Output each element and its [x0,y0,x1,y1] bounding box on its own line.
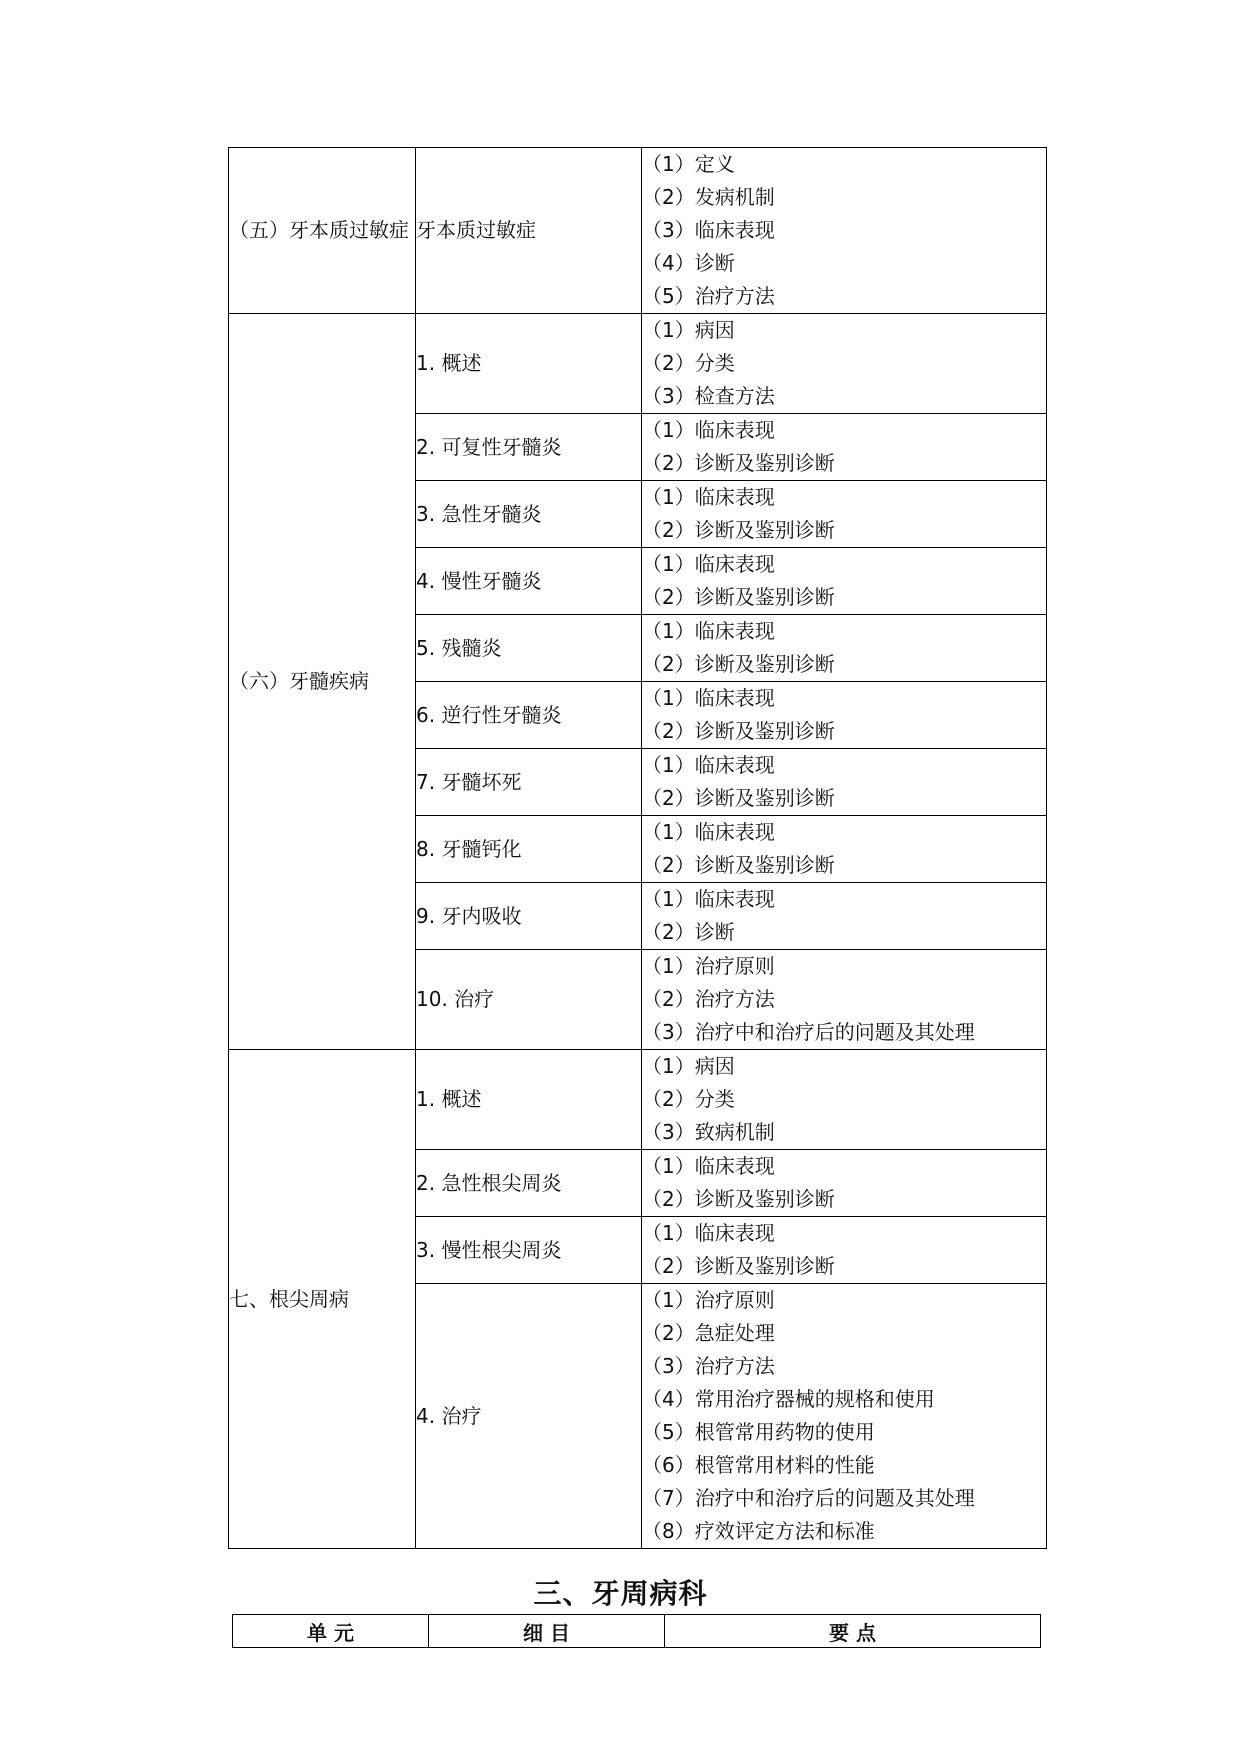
point-item: （2）诊断 [642,920,735,944]
points-cell [642,1050,1047,1150]
point-item: （2）诊断及鉴别诊断 [642,719,835,743]
table-row [229,1050,1047,1150]
points-cell [642,950,1047,1050]
point-item: （2）诊断及鉴别诊断 [642,451,835,475]
points-cell [642,481,1047,548]
points-cell [642,615,1047,682]
item-cell: 8. 牙髓钙化 [416,816,642,883]
points-cell [642,682,1047,749]
unit-cell: 七、根尖周病 [229,1050,416,1549]
points-cell [642,883,1047,950]
point-item: （2）诊断及鉴别诊断 [642,585,835,609]
item-cell: 6. 逆行性牙髓炎 [416,682,642,749]
point-item: （3）检查方法 [642,384,775,408]
points-cell [642,816,1047,883]
item-cell: 7. 牙髓坏死 [416,749,642,816]
table-row [229,148,1047,314]
item-cell: 10. 治疗 [416,950,642,1050]
item-cell: 5. 残髓炎 [416,615,642,682]
point-item: （5）根管常用药物的使用 [642,1420,875,1444]
item-cell: 4. 治疗 [416,1284,642,1549]
point-item: （1）临床表现 [642,753,775,777]
point-item: （1）临床表现 [642,552,775,576]
point-item: （1）临床表现 [642,418,775,442]
syllabus-table [228,147,1047,1549]
item-cell: 9. 牙内吸收 [416,883,642,950]
item-cell: 4. 慢性牙髓炎 [416,548,642,615]
item-cell: 牙本质过敏症 [416,148,642,314]
point-item: （1）临床表现 [642,1221,775,1245]
point-item: （5）治疗方法 [642,284,775,308]
point-item: （1）定义 [642,152,735,176]
point-item: （1）临床表现 [642,485,775,509]
item-cell: 1. 概述 [416,314,642,414]
point-item: （1）病因 [642,318,735,342]
unit-cell: （六）牙髓疾病 [229,314,416,1050]
point-item: （2）治疗方法 [642,987,775,1011]
point-item: （1）临床表现 [642,619,775,643]
points-cell [642,148,1047,314]
point-item: （1）治疗原则 [642,954,775,978]
point-item: （2）诊断及鉴别诊断 [642,786,835,810]
point-item: （2）急症处理 [642,1321,775,1345]
point-item: （2）诊断及鉴别诊断 [642,652,835,676]
header-row [233,1615,1041,1648]
points-cell [642,548,1047,615]
point-item: （7）治疗中和治疗后的问题及其处理 [642,1486,975,1510]
point-item: （3）治疗中和治疗后的问题及其处理 [642,1020,975,1044]
periodontal-header-table [232,1614,1041,1648]
points-cell [642,749,1047,816]
header-unit: 单 元 [233,1615,429,1648]
item-cell: 3. 慢性根尖周炎 [416,1217,642,1284]
point-item: （3）致病机制 [642,1120,775,1144]
syllabus-body [229,148,1047,1549]
point-item: （1）治疗原则 [642,1288,775,1312]
item-cell: 2. 急性根尖周炎 [416,1150,642,1217]
section-title: 三、牙周病科 [533,1577,708,1610]
point-item: （3）治疗方法 [642,1354,775,1378]
point-item: （2）诊断及鉴别诊断 [642,518,835,542]
point-item: （2）分类 [642,1087,735,1111]
point-item: （2）诊断及鉴别诊断 [642,1187,835,1211]
points-cell [642,1150,1047,1217]
point-item: （1）临床表现 [642,1154,775,1178]
point-item: （4）常用治疗器械的规格和使用 [642,1387,935,1411]
item-cell: 2. 可复性牙髓炎 [416,414,642,481]
point-item: （6）根管常用材料的性能 [642,1453,875,1477]
header-points: 要 点 [665,1615,1041,1648]
point-item: （3）临床表现 [642,218,775,242]
point-item: （1）病因 [642,1054,735,1078]
header-item: 细 目 [429,1615,665,1648]
point-item: （1）临床表现 [642,686,775,710]
point-item: （1）临床表现 [642,820,775,844]
point-item: （2）分类 [642,351,735,375]
point-item: （2）发病机制 [642,185,775,209]
point-item: （1）临床表现 [642,887,775,911]
points-cell [642,414,1047,481]
point-item: （8）疗效评定方法和标准 [642,1519,875,1543]
item-cell: 1. 概述 [416,1050,642,1150]
point-item: （4）诊断 [642,251,735,275]
points-cell [642,314,1047,414]
point-item: （2）诊断及鉴别诊断 [642,1254,835,1278]
unit-cell: （五）牙本质过敏症 [229,148,416,314]
item-cell: 3. 急性牙髓炎 [416,481,642,548]
points-cell [642,1217,1047,1284]
points-cell [642,1284,1047,1549]
point-item: （2）诊断及鉴别诊断 [642,853,835,877]
table-row [229,314,1047,414]
